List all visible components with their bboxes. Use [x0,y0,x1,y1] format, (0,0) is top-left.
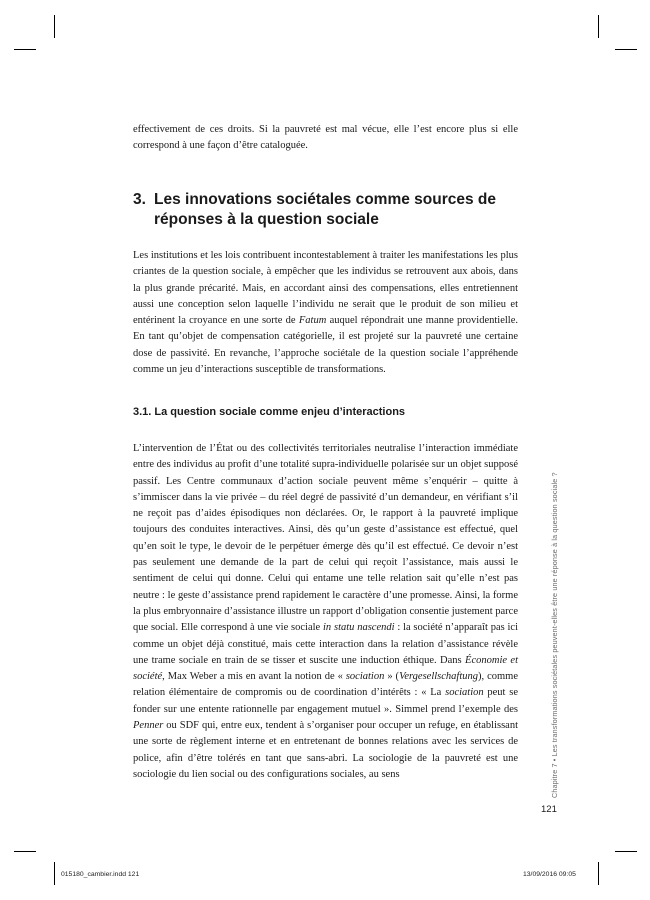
text-run: L’intervention de l’État ou des collectivités territoriales neutralise l’interaction immédiate entre des individus au profit d’une totalité supra-individuelle polarisée sur un objet supposé passif. Les Centre communaux d’action sociale peuvent même s’enquérir – quitte à s’immiscer dans la vie privée – du réel degré de passivité d’un demandeur, en vérifiant s’il ne reçoit pas d’aides épisodiques non déclarées. Or, le rapport à la pauvreté implique toujours des conduites interactives. Ainsi, dès qu’un geste d’assistance est effectué, quel qu’en soit le type, le devoir de le perpétuer émerge dès qu’il est effectué. Ce devoir n’est pas seulement une demande de la part de celui qui reçoit l’assistance, mais aussi le sentiment de celui qui donne. Celui qui entame une telle relation sait qu’elle n’est pas neutre : le geste d’assistance prend rapidement le caractère d’une promesse. Ainsi, la forme la plus embryonnaire d’assistance illustre un rapport d’obligation consentie justement parce que social. Elle correspond à une vie sociale [133,443,518,634]
page-number: 121 [541,804,557,815]
crop-mark [615,49,637,50]
intro-paragraph: effectivement de ces droits. Si la pauvreté est mal vécue, elle l’est encore plus si elle correspond à une façon d’être cataloguée. [133,124,518,152]
text-run: peut se fonder sur une entente rationnelle par engagement mutuel ». Simmel prend l’exemple des [133,687,518,715]
section-heading [133,190,523,230]
crop-mark [14,851,36,852]
text-run: ou SDF qui, entre eux, tendent à s’organiser pour occuper un refuge, en établissant une sorte de règlement interne et en entretenant de bonnes relations avec les services de police, afin d’être tolérés en tant que sans-abri. La sociologie de la pauvreté est une sociologie du lien social ou des configurations sociales, au sens [133,720,518,780]
emphasis: Économie et société [133,654,519,683]
text-run: ), comme relation élémentaire de compromis ou de coordination d’intérêts : « La [133,671,519,699]
crop-mark [54,15,55,38]
slug-date: 13/09/2016 09:05 [523,871,576,878]
emphasis: in statu nascendi [323,622,395,634]
crop-mark [14,49,36,50]
body-paragraph [133,441,518,783]
section-paragraph [133,248,518,378]
emphasis: sociation [345,671,385,683]
crop-mark [598,15,599,38]
text-run: : la société n’apparaît pas ici comme un objet déjà constitué, mais cette interaction dans la relation d’assistance révèle une trame sociale en train de se tisser et suscite une induction éthique. Dans [133,622,519,666]
crop-mark [54,862,55,885]
text-run: » ( [384,671,400,683]
section-title: Les innovations sociétales comme sources de réponses à la question sociale [154,191,496,228]
body-block [133,441,518,783]
emphasis: Penner [133,720,164,732]
subsection-heading: 3.1. La question sociale comme enjeu d’interactions [133,406,406,418]
crop-mark [615,851,637,852]
section-number: 3. [133,191,146,208]
emphasis: Fatum [298,315,327,327]
running-head [550,400,559,798]
section-paragraph-block [133,248,518,378]
running-head-text: Chapitre 7 • Les transformations sociétales peuvent-elles être une réponse à la question sociale ? [550,472,559,798]
emphasis: Vergesellschaftung [399,671,478,683]
crop-mark [598,862,599,885]
text-run: auquel répondrait une manne providentielle. En tant qu’objet de compensation catégorielle, il est projeté sur la pauvreté une certaine dose de passivité. En revanche, l’approche sociétale de la question sociale l’appréhende comme un jeu d’interactions susceptible de transformations. [133,315,518,376]
slug-file: 015180_cambier.indd 121 [61,871,140,878]
intro-block [133,122,518,155]
emphasis: sociation [445,687,484,699]
text-run: Les institutions et les lois contribuent incontestablement à traiter les manifestations les plus criantes de la question sociale, à empêcher que les individus se retrouvent aux abois, dans la plus grande précarité. Mais, en accordant ainsi des compensations, elles entretiennent aussi une conception selon laquelle l’individu ne serait que le produit de son milieu et entérinent la croyance en une sorte de [133,250,518,327]
text-run: , Max Weber a mis en avant la notion de « [162,671,346,683]
